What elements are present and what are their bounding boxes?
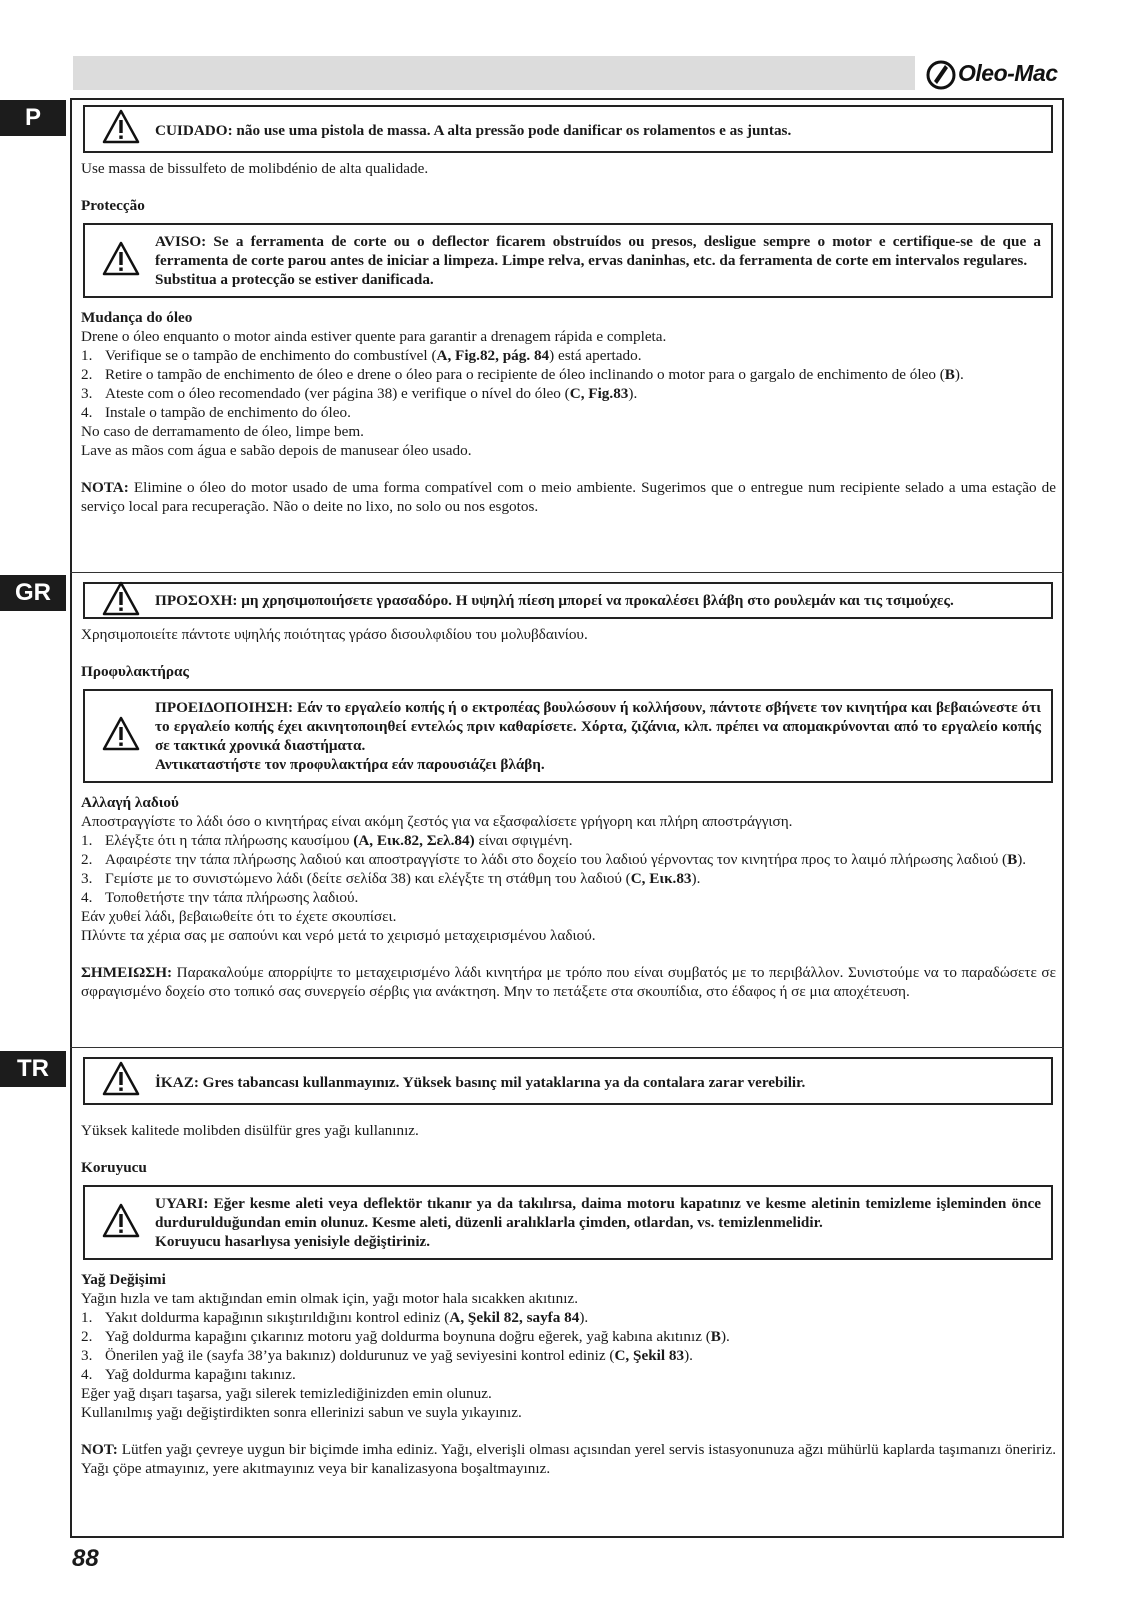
list-item: 4. Yağ doldurma kapağını takınız. <box>81 1366 296 1383</box>
list-item: 2. Yağ doldurma kapağını çıkarınız motoru yağ doldurma boynuna doğru eğerek, yağ kabına akıtınız (B). <box>81 1328 730 1345</box>
list-item: 2. Retire o tampão de enchimento de óleo e drene o óleo para o recipiente de óleo inclinando o motor para o gargalo de enchimento de óleo (B). <box>81 366 964 383</box>
warning-text: AVISO: Se a ferramenta de corte ou o deflector ficarem obstruídos ou presos, desligue sempre o motor e certifique-se de que a ferramenta de corte parou antes de iniciar a limpeza. Limpe relva, ervas daninhas, etc. da ferramenta de corte em intervalos regulares. <box>155 233 1041 269</box>
list-item: 3. Γεμίστε με το συνιστώμενο λάδι (δείτε σελίδα 38) και ελέγξτε τη στάθμη του λαδιού (C, Εικ.83). <box>81 870 701 887</box>
warning-text-2: Αντικαταστήστε τον προφυλακτήρα εάν παρουσιάζει βλάβη. <box>155 756 545 773</box>
oil-change-steps <box>81 1308 1056 1384</box>
protection-heading: Koruyucu <box>81 1159 147 1176</box>
language-tab-p: P <box>0 100 66 136</box>
after-text: Eğer yağ dışarı taşarsa, yağı silerek temizlediğinizden emin olunuz. <box>81 1385 492 1402</box>
caution-box <box>83 582 1053 619</box>
note-paragraph <box>81 963 1056 1001</box>
section-divider <box>70 1047 1064 1048</box>
brand-emblem-icon <box>925 59 957 91</box>
after-text: Kullanılmış yağı değiştirdikten sonra ellerinizi sabun ve suyla yıkayınız. <box>81 1404 522 1421</box>
warning-text-2: Substitua a protecção se estiver danificada. <box>155 271 434 288</box>
oil-change-intro: Drene o óleo enquanto o motor ainda estiver quente para garantir a drenagem rápida e completa. <box>81 328 667 345</box>
list-item: 1. Verifique se o tampão de enchimento do combustível (A, Fig.82, pág. 84) está apertado. <box>81 347 642 364</box>
brand-logo <box>925 58 1065 92</box>
oil-change-heading: Αλλαγή λαδιού <box>81 794 179 811</box>
warning-text-2: Koruyucu hasarlıysa yenisiyle değiştiriniz. <box>155 1233 431 1250</box>
after-text: Εάν χυθεί λάδι, βεβαιωθείτε ότι το έχετε σκουπίσει. <box>81 908 397 925</box>
intro-text: Yüksek kalitede molibden disülfür gres yağı kullanınız. <box>81 1122 419 1139</box>
note-paragraph <box>81 1440 1056 1478</box>
list-item: 4. Instale o tampão de enchimento do óleo. <box>81 404 351 421</box>
caution-text: ΠΡΟΣΟΧΗ: μη χρησιμοποιήσετε γρασαδόρο. Η υψηλή πίεση μπορεί να προκαλέσει βλάβη στο ρουλεμάν και τις τσιμούχες. <box>155 592 954 609</box>
warning-triangle-icon <box>101 579 141 619</box>
caution-text: CUIDADO: não use uma pistola de massa. A alta pressão pode danificar os rolamentos e as juntas. <box>155 122 792 139</box>
intro-text: Χρησιμοποιείτε πάντοτε υψηλής ποιότητας γράσο δισουλφιδίου του μολυβδαινίου. <box>81 626 588 643</box>
list-item: 3. Önerilen yağ ile (sayfa 38’ya bakınız) doldurunuz ve yağ seviyesini kontrol ediniz (C, Şekil 83). <box>81 1347 693 1364</box>
note-label: NOTA: <box>81 479 129 496</box>
note-label: ΣΗΜΕΙΩΣΗ: <box>81 964 173 981</box>
oil-change-heading: Yağ Değişimi <box>81 1271 166 1288</box>
note-label: NOT: <box>81 1441 118 1458</box>
warning-text: UYARI: Eğer kesme aleti veya deflektör tıkanır ya da takılırsa, daima motoru kapatınız ve kesme aletinin temizleme işleminden önce durdurulduğundan emin olunuz. Kesme aleti, düzenli aralıklarla çimden, otlardan, vs. temizlenmelidir. <box>155 1195 1041 1231</box>
after-text: No caso de derramamento de óleo, limpe bem. <box>81 423 364 440</box>
section-turkish <box>81 1057 1056 1478</box>
after-text: Πλύντε τα χέρια σας με σαπούνι και νερό μετά το χειρισμό μεταχειρισμένου λαδιού. <box>81 927 596 944</box>
oil-change-intro: Αποστραγγίστε το λάδι όσο ο κινητήρας είναι ακόμη ζεστός για να εξασφαλίσετε γρήγορη και πλήρη αποστράγγιση. <box>81 813 793 830</box>
list-item: 3. Ateste com o óleo recomendado (ver página 38) e verifique o nível do óleo (C, Fig.83). <box>81 385 638 402</box>
protection-heading: Προφυλακτήρας <box>81 663 189 680</box>
note-text: Elimine o óleo do motor usado de uma forma compatível com o meio ambiente. Sugerimos que o entregue num recipiente selado a uma estação de serviço local para recuperação. Não o deite no lixo, no solo ou nos esgotos. <box>81 479 1056 515</box>
intro-text: Use massa de bissulfeto de molibdénio de alta qualidade. <box>81 160 429 177</box>
caution-box <box>83 1057 1053 1105</box>
caution-box <box>83 105 1053 153</box>
oil-change-steps <box>81 831 1056 907</box>
list-item: 4. Τοποθετήστε την τάπα πλήρωσης λαδιού. <box>81 889 359 906</box>
warning-triangle-icon <box>101 1059 141 1099</box>
caution-text: İKAZ: Gres tabancası kullanmayınız. Yüksek basınç mil yataklarına ya da contalara zarar verebilir. <box>155 1074 806 1091</box>
warning-triangle-icon <box>101 107 141 147</box>
section-portuguese <box>81 105 1056 516</box>
after-text: Lave as mãos com água e sabão depois de manusear óleo usado. <box>81 442 472 459</box>
warning-text: ΠΡΟΕΙΔΟΠΟΙΗΣΗ: Εάν το εργαλείο κοπής ή ο εκτροπέας βουλώσουν ή κολλήσουν, πάντοτε σβήνετε τον κινητήρα και βεβαιώνεστε ότι το εργαλείο κοπής έχει ακινητοποιηθεί εντελώς πριν καθαρίσετε. Χόρτα, ζιζάνια, κλπ. πρέπει να απομακρύνονται από το εργαλείο κοπής σε τακτικά χρονικά διαστήματα. <box>155 699 1041 754</box>
list-item: 1. Ελέγξτε ότι η τάπα πλήρωσης καυσίμου (A, Εικ.82, Σελ.84) είναι σφιγμένη. <box>81 832 573 849</box>
oil-change-intro: Yağın hızla ve tam aktığından emin olmak için, yağı motor hala sıcakken akıtınız. <box>81 1290 578 1307</box>
warning-box <box>83 223 1053 298</box>
warning-box <box>83 1185 1053 1260</box>
warning-triangle-icon <box>101 714 141 754</box>
page-number: 88 <box>72 1545 99 1572</box>
section-greek <box>81 582 1056 1001</box>
oil-change-heading: Mudança do óleo <box>81 309 193 326</box>
protection-heading: Protecção <box>81 197 145 214</box>
language-tab-gr: GR <box>0 575 66 611</box>
section-divider <box>70 572 1064 573</box>
language-tab-tr: TR <box>0 1051 66 1087</box>
warning-box <box>83 689 1053 783</box>
note-paragraph <box>81 478 1056 516</box>
oil-change-steps <box>81 346 1056 422</box>
note-text: Παρακαλούμε απορρίψτε το μεταχειρισμένο λάδι κινητήρα με τρόπο που είναι συμβατός με το περιβάλλον. Συνιστούμε να το παραδώσετε σε σφραγισμένο δοχείο στο τοπικό σας συνεργείο σέρβις για ανάκτηση. Μην το πετάξετε στα σκουπίδια, στο έδαφος ή σε μια αποχέτευση. <box>81 964 1056 1000</box>
note-text: Lütfen yağı çevreye uygun bir biçimde imha ediniz. Yağı, elverişli olması açısından yerel servis istasyonunuza ağzı mühürlü kaplarda taşımanızı öneririz. Yağı çöpe atmayınız, yere akıtmayınız veya bir kanalizasyona boşaltmayınız. <box>81 1441 1056 1477</box>
list-item: 1. Yakıt doldurma kapağının sıkıştırıldığını kontrol ediniz (A, Şekil 82, sayfa 84). <box>81 1309 589 1326</box>
header-bar <box>73 56 915 90</box>
list-item: 2. Αφαιρέστε την τάπα πλήρωσης λαδιού και αποστραγγίστε το λάδι στο δοχείο του λαδιού γέρνοντας τον κινητήρα προς το λαιμό πλήρωσης λαδιού (B). <box>81 851 1027 868</box>
brand-name: Oleo-Mac <box>958 60 1058 86</box>
warning-triangle-icon <box>101 239 141 279</box>
warning-triangle-icon <box>101 1201 141 1241</box>
